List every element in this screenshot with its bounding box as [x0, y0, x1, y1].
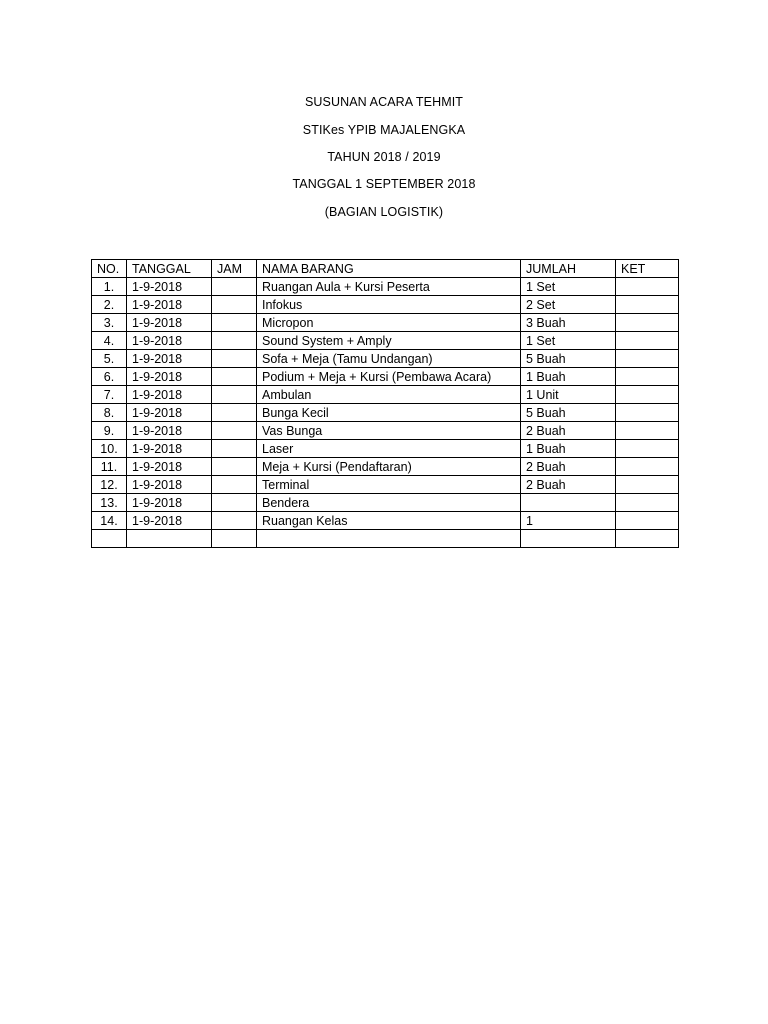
cell-jumlah: 1 Set	[521, 332, 616, 350]
cell-ket	[616, 314, 679, 332]
cell-jam	[212, 476, 257, 494]
cell-tanggal: 1-9-2018	[127, 314, 212, 332]
cell-tanggal: 1-9-2018	[127, 386, 212, 404]
cell-ket	[616, 476, 679, 494]
cell-ket	[616, 332, 679, 350]
cell-no: 8.	[92, 404, 127, 422]
header-jumlah: JUMLAH	[521, 260, 616, 278]
cell-jam	[212, 278, 257, 296]
table-row	[92, 494, 679, 512]
cell-nama-barang: Ambulan	[257, 386, 521, 404]
cell-jumlah: 3 Buah	[521, 314, 616, 332]
cell-jumlah	[521, 494, 616, 512]
header-no: NO.	[92, 260, 127, 278]
cell-ket	[616, 494, 679, 512]
cell-no: 14.	[92, 512, 127, 530]
cell-nama-barang: Infokus	[257, 296, 521, 314]
cell-jam	[212, 458, 257, 476]
cell-jumlah: 2 Set	[521, 296, 616, 314]
cell-tanggal: 1-9-2018	[127, 458, 212, 476]
cell-nama-barang: Ruangan Kelas	[257, 512, 521, 530]
cell-jumlah: 1 Buah	[521, 440, 616, 458]
cell-tanggal	[127, 530, 212, 548]
cell-ket	[616, 440, 679, 458]
cell-jam	[212, 512, 257, 530]
cell-tanggal: 1-9-2018	[127, 368, 212, 386]
document-title-institution: STIKes YPIB MAJALENGKA	[302, 123, 466, 137]
cell-nama-barang: Bendera	[257, 494, 521, 512]
document-title-date: TANGGAL 1 SEPTEMBER 2018	[292, 177, 476, 191]
cell-ket	[616, 422, 679, 440]
cell-nama-barang: Ruangan Aula + Kursi Peserta	[257, 278, 521, 296]
cell-jam	[212, 368, 257, 386]
cell-jam	[212, 494, 257, 512]
cell-jam	[212, 440, 257, 458]
cell-jam	[212, 422, 257, 440]
cell-tanggal: 1-9-2018	[127, 350, 212, 368]
cell-jam	[212, 404, 257, 422]
table-row	[92, 386, 679, 404]
table-row	[92, 314, 679, 332]
cell-nama-barang: Podium + Meja + Kursi (Pembawa Acara)	[257, 368, 521, 386]
cell-tanggal: 1-9-2018	[127, 296, 212, 314]
cell-no: 6.	[92, 368, 127, 386]
cell-tanggal: 1-9-2018	[127, 332, 212, 350]
cell-tanggal: 1-9-2018	[127, 494, 212, 512]
cell-no: 5.	[92, 350, 127, 368]
cell-ket	[616, 278, 679, 296]
cell-tanggal: 1-9-2018	[127, 440, 212, 458]
logistics-table	[91, 259, 679, 548]
cell-jam	[212, 386, 257, 404]
cell-ket	[616, 296, 679, 314]
cell-jumlah: 1 Unit	[521, 386, 616, 404]
table-row	[92, 350, 679, 368]
cell-jam	[212, 332, 257, 350]
cell-nama-barang: Terminal	[257, 476, 521, 494]
cell-tanggal: 1-9-2018	[127, 278, 212, 296]
cell-ket	[616, 368, 679, 386]
table-row	[92, 278, 679, 296]
document-title-section: (BAGIAN LOGISTIK)	[324, 205, 444, 219]
cell-jumlah: 5 Buah	[521, 404, 616, 422]
cell-jumlah	[521, 530, 616, 548]
cell-no: 10.	[92, 440, 127, 458]
cell-tanggal: 1-9-2018	[127, 422, 212, 440]
cell-no: 1.	[92, 278, 127, 296]
table-row	[92, 530, 679, 548]
cell-jumlah: 1 Set	[521, 278, 616, 296]
cell-nama-barang: Micropon	[257, 314, 521, 332]
cell-no: 4.	[92, 332, 127, 350]
table-row	[92, 512, 679, 530]
document-title-event: SUSUNAN ACARA TEHMIT	[304, 95, 464, 109]
cell-jam	[212, 530, 257, 548]
header-tanggal: TANGGAL	[127, 260, 212, 278]
cell-nama-barang: Sofa + Meja (Tamu Undangan)	[257, 350, 521, 368]
cell-nama-barang: Laser	[257, 440, 521, 458]
cell-no: 3.	[92, 314, 127, 332]
cell-no: 13.	[92, 494, 127, 512]
cell-jumlah: 2 Buah	[521, 422, 616, 440]
table-body	[92, 278, 679, 548]
cell-ket	[616, 350, 679, 368]
cell-no	[92, 530, 127, 548]
cell-ket	[616, 512, 679, 530]
table-row	[92, 458, 679, 476]
cell-nama-barang: Bunga Kecil	[257, 404, 521, 422]
cell-nama-barang: Vas Bunga	[257, 422, 521, 440]
cell-ket	[616, 404, 679, 422]
cell-no: 11.	[92, 458, 127, 476]
cell-jam	[212, 296, 257, 314]
cell-no: 2.	[92, 296, 127, 314]
cell-jumlah: 1	[521, 512, 616, 530]
table-row	[92, 404, 679, 422]
table-row	[92, 368, 679, 386]
table-row	[92, 332, 679, 350]
cell-nama-barang: Meja + Kursi (Pendaftaran)	[257, 458, 521, 476]
cell-jumlah: 1 Buah	[521, 368, 616, 386]
cell-tanggal: 1-9-2018	[127, 476, 212, 494]
cell-tanggal: 1-9-2018	[127, 512, 212, 530]
table-row	[92, 296, 679, 314]
document-title-year: TAHUN 2018 / 2019	[327, 150, 441, 164]
table-header-row	[92, 260, 679, 278]
cell-ket	[616, 386, 679, 404]
table-row	[92, 476, 679, 494]
table-row	[92, 422, 679, 440]
cell-no: 7.	[92, 386, 127, 404]
cell-jumlah: 2 Buah	[521, 476, 616, 494]
header-ket: KET	[616, 260, 679, 278]
cell-jumlah: 2 Buah	[521, 458, 616, 476]
cell-no: 12.	[92, 476, 127, 494]
cell-jam	[212, 350, 257, 368]
cell-nama-barang: Sound System + Amply	[257, 332, 521, 350]
header-nama-barang: NAMA BARANG	[257, 260, 521, 278]
cell-nama-barang	[257, 530, 521, 548]
cell-jumlah: 5 Buah	[521, 350, 616, 368]
cell-jam	[212, 314, 257, 332]
table-row	[92, 440, 679, 458]
cell-ket	[616, 530, 679, 548]
cell-no: 9.	[92, 422, 127, 440]
cell-tanggal: 1-9-2018	[127, 404, 212, 422]
header-jam: JAM	[212, 260, 257, 278]
cell-ket	[616, 458, 679, 476]
